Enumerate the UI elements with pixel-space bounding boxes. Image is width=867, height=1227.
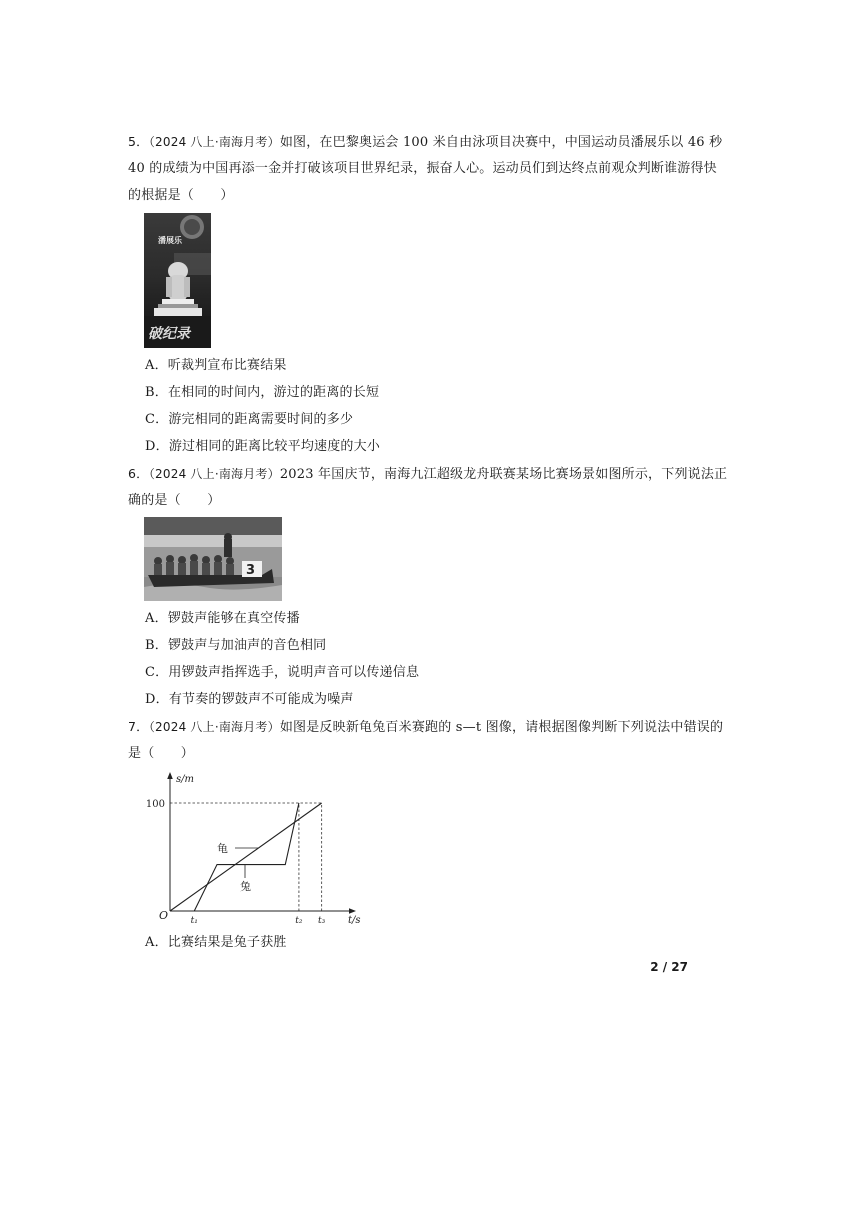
q5-option-d: D．游过相同的距离比较平均速度的大小: [145, 439, 381, 454]
q6-boat-number: 3: [246, 563, 256, 578]
x-axis-arrow: [349, 908, 356, 914]
x-tick-label-t3: t₃: [318, 916, 326, 926]
q7-number: 7．: [128, 719, 149, 734]
q6-source: （2024 八上·南海月考）: [148, 467, 280, 481]
tortoise-label: 龟: [217, 842, 228, 855]
rabbit-label: 兔: [240, 880, 251, 893]
q5-stem-line-3: 的根据是（ ）: [128, 188, 234, 203]
q6-number: 6．: [128, 466, 149, 481]
page-number: 2 / 27: [650, 960, 688, 974]
y-axis-label: s/m: [176, 774, 194, 785]
x-tick-label-t1: t₁: [190, 916, 198, 926]
q5-source: （2024 八上·南海月考）: [148, 135, 280, 149]
y-axis-arrow: [167, 772, 173, 779]
q7-source: （2024 八上·南海月考）: [148, 720, 280, 734]
q6-stem-line-1: 6．（2024 八上·南海月考）2023 年国庆节，南海九江超级龙舟联赛某场比赛场景如图所示，下列说法正: [128, 466, 728, 482]
q7-option-a: A．比赛结果是兔子获胜: [145, 935, 287, 950]
q6-option-d: D．有节奏的锣鼓声不可能成为噪声: [145, 692, 354, 707]
q5-swimmer-photo: [144, 213, 211, 348]
q5-photo-title: 潘展乐: [158, 235, 182, 245]
q6-option-b: B．锣鼓声与加油声的音色相同: [145, 638, 327, 653]
q6-option-a: A．锣鼓声能够在真空传播: [145, 611, 300, 626]
q5-stem-line-1: 5．（2024 八上·南海月考）如图，在巴黎奥运会 100 米自由泳项目决赛中，中国运动员潘展乐以 46 秒: [128, 134, 723, 150]
q5-number: 5．: [128, 134, 149, 149]
q6-stem-line-2: 确的是（ ）: [128, 493, 221, 508]
s-t-graph: [140, 766, 370, 926]
q7-stem-line-1: 7．（2024 八上·南海月考）如图是反映新龟兔百米赛跑的 s—t 图像，请根据图像判断下列说法中错误的: [128, 719, 724, 735]
q6-dragon-boat-photo: [144, 517, 282, 601]
q5-stem-line-2: 40 的成绩为中国再添一金并打破该项目世界纪录，振奋人心。运动员们到达终点前观众判断谁游得快: [128, 161, 717, 176]
origin-label: O: [159, 909, 169, 922]
q5-photo-caption: 破纪录: [148, 326, 190, 342]
q5-option-c: C．游完相同的距离需要时间的多少: [145, 412, 354, 427]
x-tick-label-t2: t₂: [295, 916, 303, 926]
x-axis-label: t/s: [348, 915, 361, 926]
q5-option-b: B．在相同的时间内，游过的距离的长短: [145, 385, 380, 400]
y-tick-label-100: 100: [145, 799, 165, 810]
q5-option-a: A．听裁判宣布比赛结果: [145, 358, 287, 373]
q6-option-c: C．用锣鼓声指挥选手，说明声音可以传递信息: [145, 665, 420, 680]
q7-stem-line-2: 是（ ）: [128, 746, 195, 761]
